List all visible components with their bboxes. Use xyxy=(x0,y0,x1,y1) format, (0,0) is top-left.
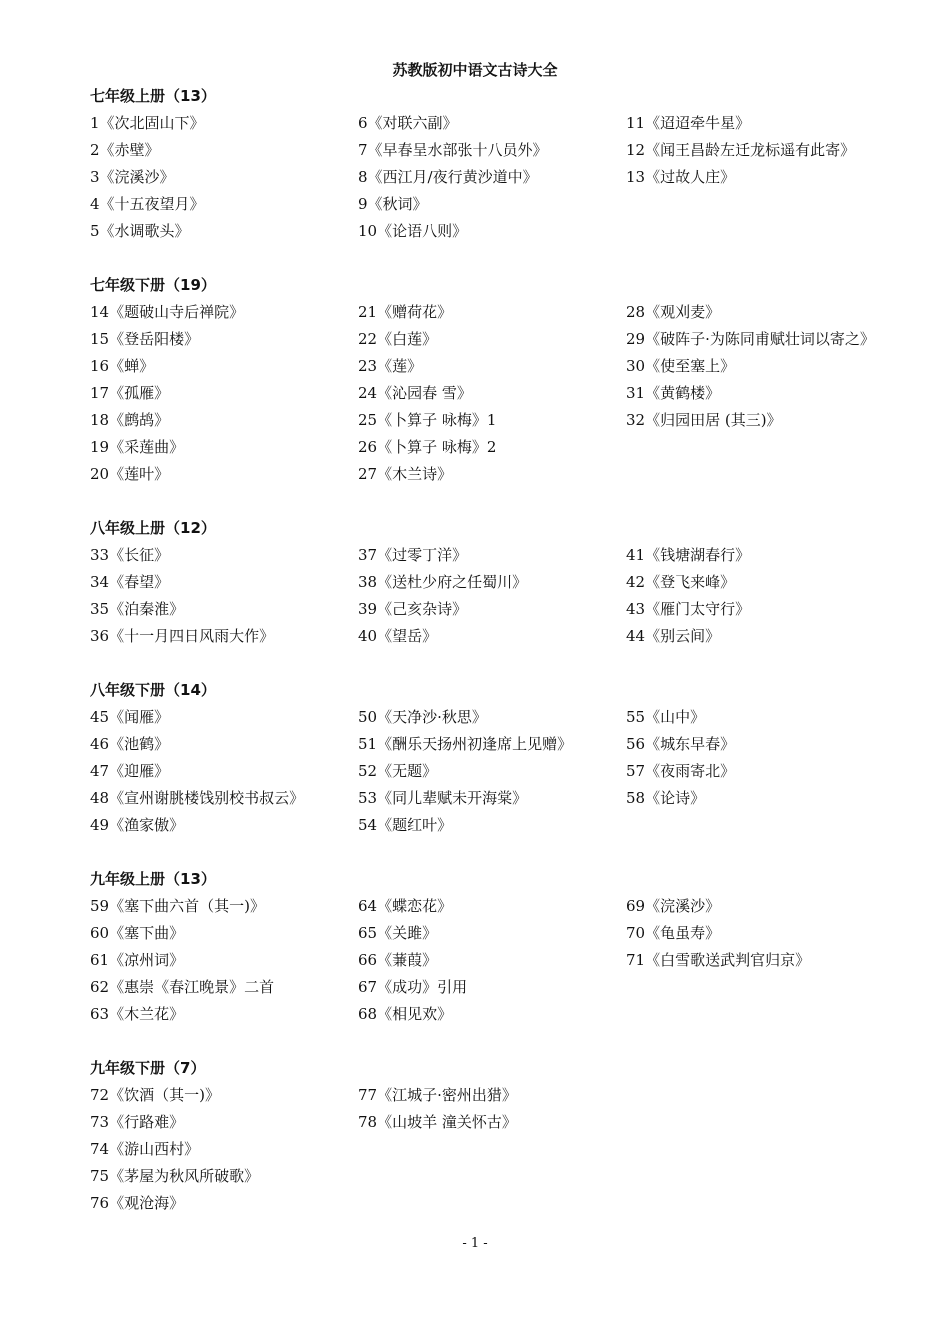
poem-row xyxy=(90,896,930,923)
poem-row xyxy=(90,140,930,167)
poem-entry: 36《十一月四日风雨大作》 xyxy=(90,627,275,645)
poem-entry: 16《蝉》 xyxy=(90,357,155,375)
grade-section xyxy=(90,680,930,842)
poem-entry: 21《赠荷花》 xyxy=(358,303,453,321)
poem-entry xyxy=(626,1193,926,1220)
poem-entry: 69《浣溪沙》 xyxy=(626,897,721,915)
poem-entry: 10《论语八则》 xyxy=(358,222,468,240)
poem-entry: 23《莲》 xyxy=(358,357,423,375)
poem-entry: 73《行路难》 xyxy=(90,1113,185,1131)
poem-row xyxy=(90,599,930,626)
poem-entry xyxy=(358,1193,626,1220)
grade-section xyxy=(90,1058,930,1220)
poem-entry: 42《登飞来峰》 xyxy=(626,573,736,591)
poem-entry: 15《登岳阳楼》 xyxy=(90,330,200,348)
poem-entry: 60《塞下曲》 xyxy=(90,924,185,942)
poem-entry: 33《长征》 xyxy=(90,546,170,564)
poem-entry: 26《卜算子 咏梅》2 xyxy=(358,438,497,456)
poem-entry: 51《酬乐天扬州初逢席上见赠》 xyxy=(358,735,573,753)
poem-entry: 18《鹧鸪》 xyxy=(90,411,170,429)
poem-entry: 13《过故人庄》 xyxy=(626,168,736,186)
poem-entry: 67《成功》引用 xyxy=(358,978,468,996)
poem-sections xyxy=(90,86,930,1247)
poem-entry: 29《破阵子·为陈同甫赋壮词以寄之》 xyxy=(626,330,875,348)
poem-entry: 64《蝶恋花》 xyxy=(358,897,453,915)
poem-row xyxy=(90,356,930,383)
poem-row xyxy=(90,761,930,788)
poem-entry xyxy=(626,1112,926,1139)
page-number: - 1 - xyxy=(462,1236,488,1251)
poem-entry: 72《饮酒（其一)》 xyxy=(90,1086,220,1104)
poem-row xyxy=(90,113,930,140)
poem-entry: 49《渔家傲》 xyxy=(90,816,185,834)
poem-entry: 65《关雎》 xyxy=(358,924,438,942)
poem-entry: 58《论诗》 xyxy=(626,789,706,807)
poem-entry: 19《采莲曲》 xyxy=(90,438,185,456)
poem-row xyxy=(90,923,930,950)
poem-entry: 61《凉州词》 xyxy=(90,951,185,969)
poem-row xyxy=(90,572,930,599)
poem-entry: 7《早春呈水部张十八员外》 xyxy=(358,141,548,159)
poem-row xyxy=(90,626,930,653)
poem-row xyxy=(90,545,930,572)
poem-entry xyxy=(626,815,926,842)
poem-entry: 20《莲叶》 xyxy=(90,465,170,483)
poem-row xyxy=(90,437,930,464)
poem-row xyxy=(90,950,930,977)
poem-entry: 47《迎雁》 xyxy=(90,762,170,780)
poem-row xyxy=(90,167,930,194)
document-title: 苏教版初中语文古诗大全 xyxy=(392,61,558,79)
poem-entry: 4《十五夜望月》 xyxy=(90,195,205,213)
poem-entry: 77《江城子·密州出猎》 xyxy=(358,1086,517,1104)
poem-entry: 50《天净沙·秋思》 xyxy=(358,708,487,726)
poem-row xyxy=(90,707,930,734)
section-heading: 七年级下册（19） xyxy=(90,276,216,294)
poem-row xyxy=(90,1112,930,1139)
poem-entry: 55《山中》 xyxy=(626,708,706,726)
poem-entry: 3《浣溪沙》 xyxy=(90,168,175,186)
section-heading: 八年级上册（12） xyxy=(90,519,216,537)
poem-entry: 56《城东早春》 xyxy=(626,735,736,753)
poem-entry: 38《送杜少府之任蜀川》 xyxy=(358,573,528,591)
poem-entry: 2《赤壁》 xyxy=(90,141,160,159)
poem-entry: 31《黄鹤楼》 xyxy=(626,384,721,402)
grade-section xyxy=(90,518,930,653)
poem-row xyxy=(90,194,930,221)
poem-entry xyxy=(626,1004,926,1031)
poem-row xyxy=(90,977,930,1004)
poem-entry: 39《己亥杂诗》 xyxy=(358,600,468,618)
poem-entry: 34《春望》 xyxy=(90,573,170,591)
poem-row xyxy=(90,410,930,437)
poem-entry: 8《西江月/夜行黄沙道中》 xyxy=(358,168,538,186)
poem-entry: 41《钱塘湖春行》 xyxy=(626,546,751,564)
poem-entry: 25《卜算子 咏梅》1 xyxy=(358,411,497,429)
poem-entry: 6《对联六副》 xyxy=(358,114,458,132)
poem-entry: 14《题破山寺后禅院》 xyxy=(90,303,245,321)
poem-row xyxy=(90,815,930,842)
poem-entry: 27《木兰诗》 xyxy=(358,465,453,483)
poem-row xyxy=(90,329,930,356)
poem-entry: 5《水调歌头》 xyxy=(90,222,190,240)
poem-entry: 75《茅屋为秋风所破歌》 xyxy=(90,1167,260,1185)
poem-entry xyxy=(626,194,926,221)
poem-entry: 76《观沧海》 xyxy=(90,1194,185,1212)
poem-entry: 45《闻雁》 xyxy=(90,708,170,726)
poem-row xyxy=(90,1139,930,1166)
poem-row xyxy=(90,788,930,815)
poem-entry: 57《夜雨寄北》 xyxy=(626,762,736,780)
poem-entry: 40《望岳》 xyxy=(358,627,438,645)
poem-entry: 59《塞下曲六首（其一)》 xyxy=(90,897,265,915)
poem-entry xyxy=(626,977,926,1004)
poem-entry: 37《过零丁洋》 xyxy=(358,546,468,564)
poem-entry: 17《孤雁》 xyxy=(90,384,170,402)
grade-section xyxy=(90,869,930,1031)
poem-entry: 63《木兰花》 xyxy=(90,1005,185,1023)
poem-entry: 70《龟虽寿》 xyxy=(626,924,721,942)
poem-entry: 22《白莲》 xyxy=(358,330,438,348)
poem-entry: 48《宣州谢朓楼饯别校书叔云》 xyxy=(90,789,305,807)
poem-row xyxy=(90,1166,930,1193)
poem-entry: 66《蒹葭》 xyxy=(358,951,438,969)
poem-entry xyxy=(626,1166,926,1193)
poem-entry: 52《无题》 xyxy=(358,762,438,780)
poem-entry: 28《观刈麦》 xyxy=(626,303,721,321)
poem-row xyxy=(90,1085,930,1112)
poem-entry: 43《雁门太守行》 xyxy=(626,600,751,618)
poem-entry: 9《秋词》 xyxy=(358,195,428,213)
poem-row xyxy=(90,464,930,491)
poem-entry: 30《使至塞上》 xyxy=(626,357,736,375)
poem-entry: 12《闻王昌龄左迁龙标遥有此寄》 xyxy=(626,141,856,159)
poem-entry xyxy=(358,1139,626,1166)
grade-section xyxy=(90,275,930,491)
poem-entry: 46《池鹤》 xyxy=(90,735,170,753)
poem-entry xyxy=(626,1139,926,1166)
poem-entry: 53《同儿辈赋未开海棠》 xyxy=(358,789,528,807)
poem-entry: 1《次北固山下》 xyxy=(90,114,205,132)
poem-entry xyxy=(626,464,926,491)
section-heading: 九年级上册（13） xyxy=(90,870,216,888)
poem-entry xyxy=(626,1085,926,1112)
poem-row xyxy=(90,734,930,761)
grade-section xyxy=(90,86,930,248)
poem-entry xyxy=(626,437,926,464)
poem-entry: 35《泊秦淮》 xyxy=(90,600,185,618)
poem-entry: 78《山坡羊 潼关怀古》 xyxy=(358,1113,517,1131)
poem-entry xyxy=(626,221,926,248)
poem-entry: 68《相见欢》 xyxy=(358,1005,453,1023)
poem-row xyxy=(90,302,930,329)
section-heading: 七年级上册（13） xyxy=(90,87,216,105)
poem-entry: 71《白雪歌送武判官归京》 xyxy=(626,951,811,969)
poem-entry xyxy=(358,1166,626,1193)
poem-entry: 74《游山西村》 xyxy=(90,1140,200,1158)
section-heading: 九年级下册（7） xyxy=(90,1059,206,1077)
poem-entry: 54《题红叶》 xyxy=(358,816,453,834)
poem-row xyxy=(90,1004,930,1031)
poem-entry: 62《惠崇《春江晚景》二首 xyxy=(90,978,275,996)
poem-row xyxy=(90,383,930,410)
poem-entry: 44《别云间》 xyxy=(626,627,721,645)
poem-entry: 32《归园田居 (其三)》 xyxy=(626,411,782,429)
poem-row xyxy=(90,1193,930,1220)
poem-entry: 24《沁园春 雪》 xyxy=(358,384,472,402)
poem-row xyxy=(90,221,930,248)
poem-entry: 11《迢迢牵牛星》 xyxy=(626,114,751,132)
section-heading: 八年级下册（14） xyxy=(90,681,216,699)
